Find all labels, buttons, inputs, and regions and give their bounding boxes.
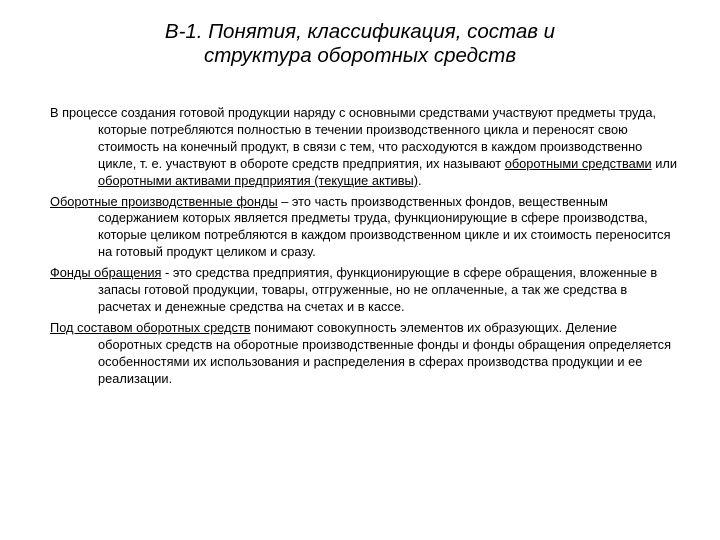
page-title xyxy=(40,20,680,68)
paragraph-composition xyxy=(50,320,678,388)
term-circulation-funds: Фонды обращения xyxy=(50,265,162,281)
paragraph-text: – это часть производственных фондов, вещественным содержанием которых является предметы труда, функционирующие в сфере производства, которые целиком потребляются в каждом производственном цикле и их стоимость переносится на готовый продукт целиком и сразу. xyxy=(98,193,671,260)
title-line-2: структура оборотных средств xyxy=(203,44,517,67)
paragraph-production-funds xyxy=(50,194,678,262)
term-working-capital: оборотными средствами xyxy=(504,155,652,171)
paragraph-text: . xyxy=(417,172,422,188)
paragraph-text: - это средства предприятия, функционирующие в сфере обращения, вложенные в запасы готовой продукции, товары, отгруженные, но не оплаченные, а так же средства в расчетах и денежные средства на счетах и в кассе. xyxy=(98,265,658,314)
title-line-1: В-1. Понятия, классификация, состав и xyxy=(164,20,556,43)
term-production-funds: Оборотные производственные фонды xyxy=(50,193,278,209)
paragraph-text: понимают совокупность элементов их образующих. Деление оборотных средств на оборотные производственные фонды и фонды обращения определяется особенностями их использования и распределения в сферах производства продукции и ее реализации. xyxy=(98,319,671,386)
paragraph-working-capital xyxy=(50,105,678,190)
body-text xyxy=(50,105,678,392)
paragraph-text: В процессе создания готовой продукции наряду с основными средствами участвуют предметы труда, которые потребляются полностью в течении производственного цикла и переносят свою стоимость на конечный продукт, в связи с тем, что расходуются в каждом производственно цикле, т. е. участвуют в обороте средств предприятия, их называют xyxy=(50,105,657,171)
paragraph-text: или xyxy=(651,155,677,171)
paragraph-circulation-funds xyxy=(50,265,678,316)
term-current-assets: оборотными активами предприятия (текущие активы) xyxy=(98,172,418,188)
term-composition: Под составом оборотных средств xyxy=(50,319,251,335)
